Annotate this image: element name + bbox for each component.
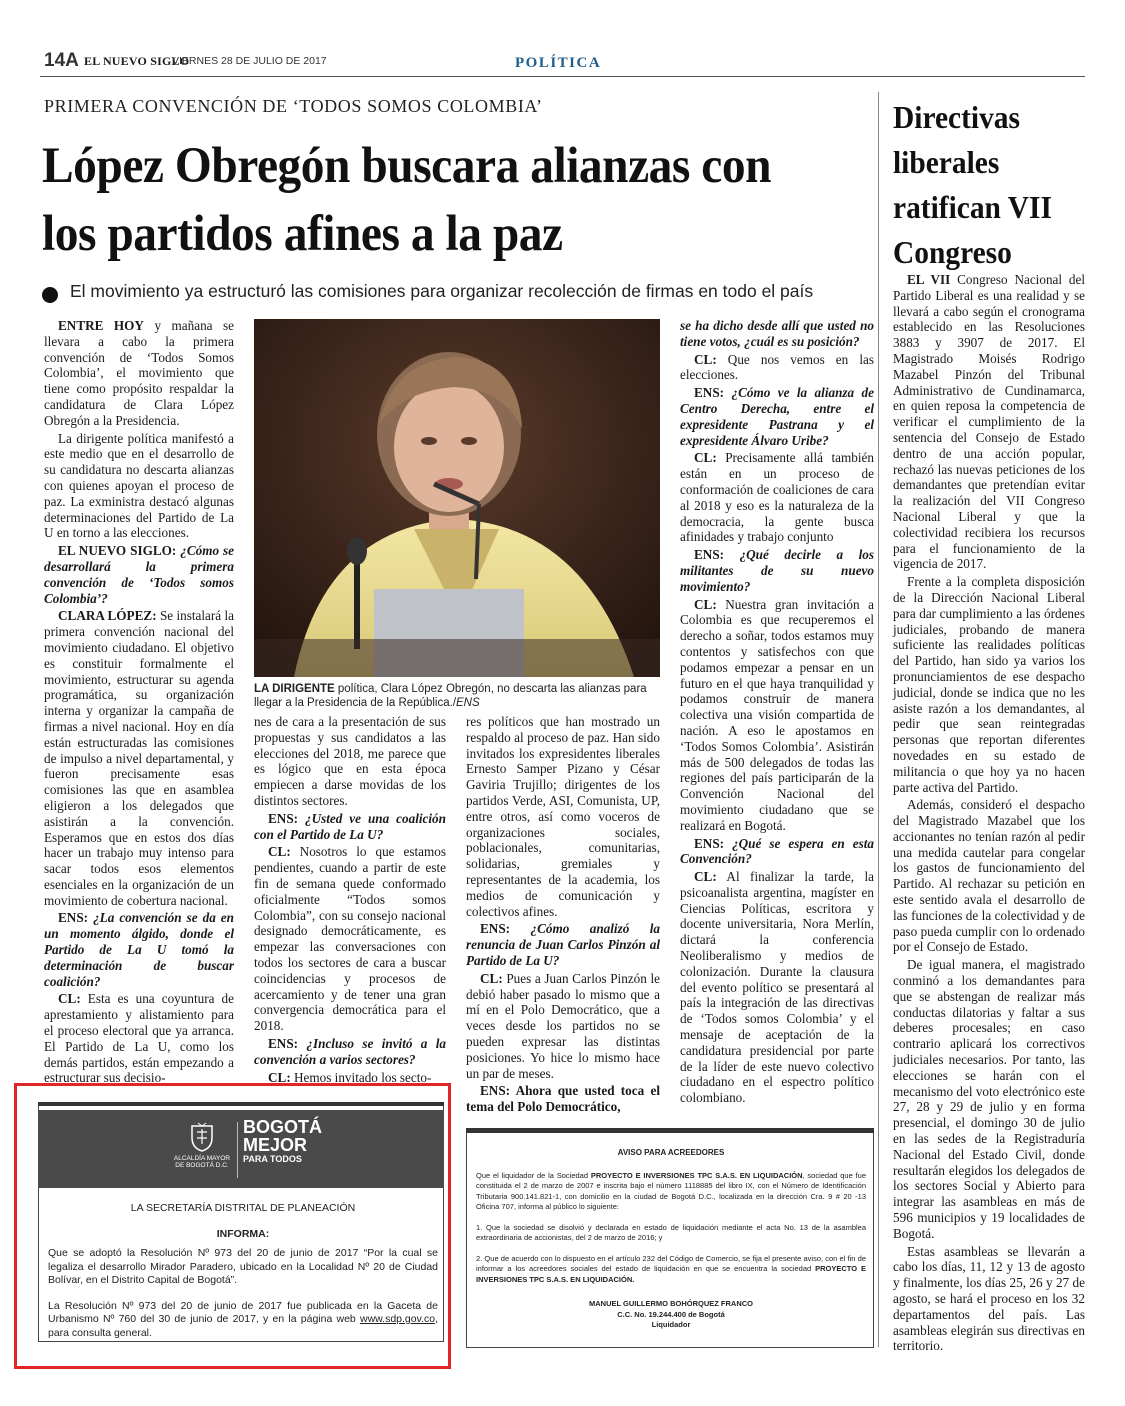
signer-role: Liquidador (651, 1320, 691, 1329)
company-name: PROYECTO E INVERSIONES TPC S.A.S. EN LIQUIDACIÓN. (476, 1264, 866, 1284)
question (44, 543, 234, 606)
signer-id: C.C. No. 19.244.400 de Bogotá (617, 1309, 725, 1319)
answer (44, 608, 234, 908)
sdp-website-link[interactable]: www.sdp.gov.co (359, 1313, 436, 1325)
answer-text: Hemos invitado los secto- (290, 1069, 432, 1085)
answer (44, 991, 234, 1086)
question (680, 385, 874, 448)
answer (680, 597, 874, 834)
clara-lopez-photo (254, 319, 660, 677)
logo-line-1: BOGOTÁ (243, 1117, 322, 1137)
paragraph: De igual manera, el magistrado conminó a los demandantes para que se abstengan de realizar más conductas dilatorias y faltar a sus deberes procesales; en caso contrario aplicará los correctivos judiciales necesarios. Por tanto, las elecciones se harán con el mecanismo del voto electrónico este 27, 28 y 29 de julio y en forma presencial, el domingo 30 de julio en las sedes de la Registraduría Nacional del Estado Civil, donde resultarán elegidos los delegados de los sectores Social y Abierto para integrar las asambleas en más de 596 municipios y 19 localidades de Bogotá. (893, 957, 1085, 1241)
question-text: ¿Cómo ve la alianza de Centro Derecha, entre el expresidente Pastrana y el expresidente Álvaro Uribe? (680, 385, 875, 448)
question-text: ¿Cómo analizó la renuncia de Juan Carlos Pinzón al Partido de La U? (466, 921, 661, 968)
ad-paragraph (48, 1300, 438, 1341)
ad-text: 2. Que de acuerdo con lo dispuesto en el artículo 232 del Código de Comercio, se fija el presente aviso, con el fin de informar a los acreedores sociales del estado de liquidación en que se encuentra la sociedad (476, 1253, 866, 1273)
paragraph (893, 272, 1085, 572)
answer-text: Nosotros lo que estamos pendientes, cuando a partir de este fin de semana quede conformado oficialmente “Todos somos Colombia”, con su consejo nacional designado democráticamente, es empezar las conversaciones con todos los sectores de cara a buscar coincidencias y procesos de acercamiento y de tener una gran convergencia democrática para el 2018. (254, 844, 446, 1034)
newspaper-name: EL NUEVO SIGLO (84, 54, 190, 68)
issue-date: VIERNES 28 DE JULIO DE 2017 (172, 55, 327, 67)
article-column-4 (680, 318, 874, 1113)
question (466, 1083, 660, 1115)
ad-text: La Resolución Nº 973 del 20 de junio de 2017 fue publicada en la Gaceta de Urbanismo Nº 760 del 30 de junio de 2017, y en la página web (48, 1299, 438, 1325)
answer (680, 352, 874, 384)
article-summary: El movimiento ya estructuró las comisiones para organizar recolección de firmas en todo el país (70, 281, 814, 301)
speaker: ENS: (694, 835, 733, 851)
question-text: ¿Usted ve una coalición con el Partido de La U? (254, 810, 446, 842)
speaker: ENS: (480, 921, 531, 937)
question-text: ¿Qué decirle a los militantes de su nuevo movimiento? (680, 547, 874, 594)
paragraph-text: y mañana se llevara a cabo la primera convención de ‘Todos Somos Colombia’, el movimiento que tiene como propósito respaldar la candidatura de Clara López Obregón a la Presidencia. (44, 318, 234, 428)
question-text: ¿La convención se da en un momento álgido, donde el Partido de La U tomó la determinación de buscar coalición? (44, 910, 234, 989)
question (680, 836, 874, 868)
bullet-icon (42, 287, 58, 303)
page-number: 14A (44, 50, 79, 71)
lead-in: EL VII (907, 272, 951, 287)
article-headline: López Obregón buscara alianzas con los partidos afines a la paz (42, 138, 772, 262)
question-text: ¿Cómo se desarrollará la primera convención de ‘Todos somos Colombia’? (44, 543, 234, 606)
paragraph (44, 318, 234, 429)
question-text: ¿Incluso se invitó a la convención a varios sectores? (254, 1035, 447, 1067)
paragraph: nes de cara a la presentación de sus propuestas y sus candidatos a las elecciones del 2018, me parece que es lógico que en esta época empiecen a darse movidas de los distintos sectores. (254, 714, 446, 808)
speaker: ENS: (480, 1083, 516, 1099)
article-column-1 (44, 318, 235, 1086)
speaker: EL NUEVO SIGLO: (58, 543, 181, 559)
question-text: Ahora que usted toca el tema del Polo Democrático, (466, 1083, 660, 1115)
paragraph: Frente a la completa disposición de la Dirección Nacional Liberal para dar cumplimiento a las órdenes judiciales, probando de manera suficiente las realidades políticas del Partido, han sido ya varios los pronunciamientos de ese despacho judicial, donde se indica que no les asiste razón a los demandantes, al pedir que sean reintegradas personas que reportan diferentes novedades en su estado de militancia o que hoy ya no hacen parte activa del Partido. (893, 574, 1085, 795)
ad-acreedores-text (476, 1148, 866, 1331)
bogota-mejor-logo (243, 1118, 322, 1165)
header-rule (40, 76, 1085, 77)
speaker: CL: (694, 869, 717, 885)
question-text: ¿Qué se espera en esta Convención? (680, 835, 874, 867)
question: se ha dicho desde allí que usted no tiene votos, ¿cuál es su posición? (680, 318, 874, 349)
ad-subheading: INFORMA: (216, 1227, 270, 1240)
speaker: ENS: (268, 1035, 307, 1051)
section-title: POLÍTICA (515, 55, 602, 71)
speaker: ENS: (694, 547, 740, 563)
ad-text: , para consulta general. (48, 1313, 438, 1339)
caption-lead: LA DIRIGENTE (254, 683, 335, 695)
speaker: ENS: (694, 385, 732, 401)
answer-text: Precisamente allá también están en un proceso de conformación de coaliciones de cara al 2018 y eso es la naturaleza de la democracia, la gente busca afinidades y trabajo conjunto (680, 450, 874, 545)
paragraph-text: Congreso Nacional del Partido Liberal es una realidad y se llevará a cabo según el cronograma establecido en las Resoluciones 3883 y 3907 de 2017. El Magistrado Moisés Rodrigo Mazabel Pinzón del Tribunal Administrativo de Cundinamarca, en quien reposa la competencia de verificar el cumplimiento de la sentencia del Consejo de Estado dentro de una acción popular, rechazó las nuevas peticiones de los demandantes que pretendían evitar la realización del VII Congreso Nacional Liberal y que la colectividad recibiera los recursos para el funcionamiento de la vigencia de 2017. (893, 272, 1085, 572)
column-divider (878, 92, 879, 1347)
ad-paragraph: Que se adoptó la Resolución Nº 973 del 20 de junio de 2017 “Por la cual se legaliza el desarrollo Mirador Paradero, ubicado en la Localidad Nº 20 de Ciudad Bolívar, en el Distrito Capital de Bogotá”. (48, 1247, 438, 1286)
article-column-3 (466, 714, 661, 1115)
caption-text: política, Clara López Obregón, no descarta las alianzas para llegar a la Presidencia de la República./ (254, 683, 647, 709)
speaker: ENS: (58, 910, 94, 926)
answer-text: Nuestra gran invitación a Colombia es que recuperemos el derecho a soñar, todos estamos muy contentos y satisfechos con que podamos empezar a pensar en un futuro en el que haya tranquilidad y podamos construir de manera colectiva una visión compartida de nación. A eso le apostamos en ‘Todos Somos Colombia’. Asistirán más de 500 delegados de todas las regiones del país participarán de la Convención Nacional del movimiento ciudadano que se realizará en Bogotá. (680, 596, 874, 833)
article-photo (254, 319, 660, 677)
answer (680, 450, 874, 545)
question (254, 811, 446, 843)
speaker: CL: (268, 1069, 291, 1085)
article-column-2 (254, 714, 447, 1085)
lead-in: ENTRE HOY (58, 318, 144, 333)
answer-text: Pues a Juan Carlos Pinzón le debió haber pasado lo mismo que a mí en el Polo Democrático, que a veces desde los partidos no se pueden expresar las distintas posiciones. Yo hice lo mismo hace un par de meses. (466, 970, 660, 1081)
ad-title: AVISO PARA ACREEDORES (617, 1148, 725, 1157)
alcaldia-label: ALCALDÍA MAYOR DE BOGOTÁ D.C. (173, 1154, 231, 1169)
alcaldia-logo (172, 1122, 232, 1170)
logo-line-3: PARA TODOS (243, 1154, 302, 1164)
question (254, 1036, 446, 1068)
article-kicker: PRIMERA CONVENCIÓN DE ‘TODOS SOMOS COLOMBIA’ (44, 96, 543, 116)
answer-text: Que nos vemos en las elecciones. (680, 351, 874, 383)
answer-text: Esta es una coyuntura de aprestamiento y alistamiento para el proceso electoral que ya arranca. El Partido de La U, como los demás partidos, están empezando a estructurar sus decisio- (44, 991, 234, 1086)
answer (680, 869, 874, 1106)
logo-divider (237, 1122, 238, 1178)
ad-logo-band (38, 1110, 444, 1188)
company-name: PROYECTO E INVERSIONES TPC S.A.S. EN LIQUIDACIÓN (590, 1170, 803, 1180)
ad-item (476, 1254, 866, 1286)
ad-intro (476, 1171, 866, 1213)
speaker: CL: (268, 844, 291, 860)
answer-text: Se instalará la primera convención nacional del movimiento ciudadano. El objetivo es constituir formalmente el movimiento, estructurar su agenda programática, su organización interna y organizar la campaña de firmas a nivel nacional. Hoy en día están estructuradas las comisiones de impulso a nivel departamental, y fueron precisamente esas comisiones las que en asamblea eligieron a los delegados que asistirán a la convención. Esperamos que en estos dos días hacer un trabajo muy intenso para sacar todos esos elementos esenciales en la organización de un movimiento de cobertura nacional. (44, 608, 235, 908)
ad-top-bar (38, 1102, 444, 1106)
speaker: CLARA LÓPEZ: (58, 608, 157, 624)
paragraph: res políticos que han mostrado un respaldo al proceso de paz. Han sido invitados los expresidentes liberales Ernesto Samper Pizano y César Gaviria Trujillo; dirigentes de los partidos Verde, ASI, Comunista, UP, entre otros, así como voceros de organizaciones sociales, poblacionales, comunitarias, solidarias, gremiales y representantes de la academia, los medios de comunicación y colectivos afines. (466, 714, 660, 919)
signer-name: MANUEL GUILLERMO BOHÓRQUEZ FRANCO (588, 1299, 754, 1308)
speaker: CL: (58, 991, 81, 1007)
photo-credit: ENS (456, 697, 480, 709)
photo-caption (254, 682, 660, 710)
speaker: CL: (694, 596, 717, 612)
ad-text: Que el liquidador de la Sociedad (476, 1170, 591, 1180)
coat-of-arms-icon (189, 1122, 215, 1152)
ad-top-bar (466, 1128, 874, 1133)
question (680, 547, 874, 594)
ad-text: , sociedad que fue constituida el 2 de marzo de 2007 e inscrita bajo el número 1118885 del libro IX, con el Número de Identificación Tributaria 900.141.821-1, con domicilio en la ciudad de Bogotá D.C., localizada en la dirección Cra. 9 # 20 -13 Oficina 707, informa al público lo siguiente: (476, 1170, 866, 1211)
sidebar-headline: Directivas liberales ratifican VII Congreso (893, 99, 1052, 270)
answer (466, 971, 660, 1082)
sidebar-column (893, 272, 1085, 1354)
answer-text: Al finalizar la tarde, la psicoanalista argentina, magíster en Ciencias Políticas, escritora y docente universitaria, Nora Merlín, dictará la conferencia Neoliberalismo y medios de colonización. Durante la clausura del evento político se presentará al país la integración de las directivas de ‘Todos somos Colombia’ y el mensaje de aceptación de la candidatura presidencial por parte de la líder de este nuevo colectivo ciudadano en el espectro político colombiano. (680, 869, 874, 1106)
ad-planeacion-text (48, 1200, 438, 1340)
ad-heading: LA SECRETARÍA DISTRITAL DE PLANEACIÓN (130, 1202, 356, 1214)
logo-line-2: MEJOR (243, 1135, 308, 1155)
question (466, 921, 660, 968)
speaker: CL: (480, 970, 503, 986)
ad-item: 1. Que la sociedad se disolvió y declarada en estado de liquidación mediante el acta No. 13 de la asamblea extraordinaria de accionistas, del 2 de marzo de 2016; y (476, 1222, 866, 1242)
paragraph: Estas asambleas se llevarán a cabo los días, 11, 12 y 13 de agosto y finalmente, los días 25, 26 y 27 de agosto, se hará el proceso en los 32 departamentos del país. Las asambleas elegirán sus directivas en territorio. (893, 1243, 1085, 1354)
speaker: CL: (694, 351, 717, 367)
speaker: ENS: (268, 810, 305, 826)
question (44, 910, 234, 989)
speaker: CL: (694, 450, 717, 466)
paragraph: Además, consideró el despacho del Magistrado Mazabel que los accionantes no tenían razón al pedir una medida cautelar para congelar los gastos de funcionamiento del Partido. Al rechazar su petición en este sentido avala el desarrollo de las funciones de la colectividad y de paso pueda cumplir con lo ordenado por el Consejo de Estado. (893, 797, 1085, 955)
paragraph: La dirigente política manifestó a este medio que en el desarrollo de su candidatura no descarta alianzas con quienes apoyan el proceso de paz. La exministra destacó algunas determinaciones del Partido de La U en torno a las elecciones. (44, 430, 234, 541)
answer (254, 844, 446, 1034)
